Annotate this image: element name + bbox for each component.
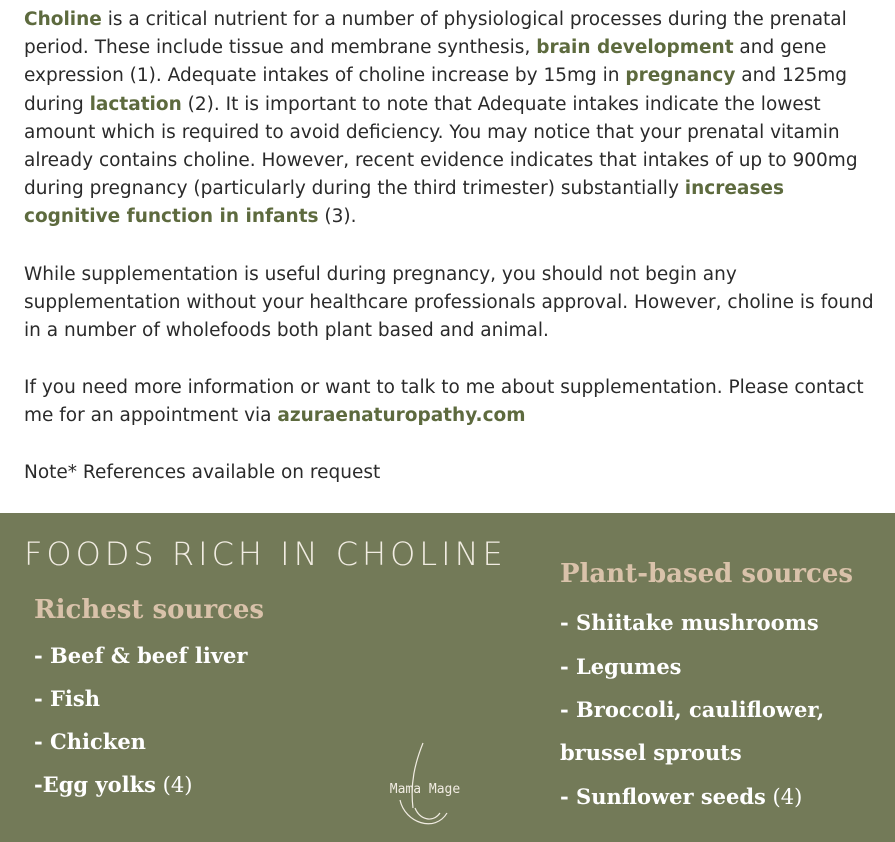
text-span: (3). [318,206,357,228]
supplementation-paragraph: While supplementation is useful during pregnancy, you should not begin any supplementation without your healthcare professionals approval. However, choline is found in a number of wholefoods both plant based and animal. [24,264,874,342]
list-item: - Chicken [34,729,146,754]
list-item: - Legumes [560,654,682,679]
choline-highlight: Choline [24,9,102,30]
text-span: If you need more information or want to talk to me about supplementation. Please contact me for an appointment via [24,377,864,427]
foods-title: FOODS RICH IN CHOLINE [24,535,507,573]
contact-paragraph [24,374,874,430]
plant-sources-heading: Plant-based sources [560,559,854,589]
reference-number: (4) [765,785,803,809]
brain-development-highlight: brain development [536,37,734,59]
list-item [34,772,192,797]
references-note: Note* References available on request [24,462,381,483]
foods-panel [0,513,895,842]
text-span: is a critical nutrient for a number of physiological processes during the prenatal period. These include tissue and membrane synthesis, [24,9,847,59]
pregnancy-highlight: pregnancy [625,65,736,87]
lactation-highlight: lactation [89,93,182,115]
item-text: -Egg yolks [34,772,156,797]
list-item: - Shiitake mushrooms [560,610,819,635]
list-item: brussel sprouts [560,740,742,765]
list-item [560,784,802,809]
item-text: - Sunflower seeds [560,784,766,809]
website-link[interactable]: azuraenaturopathy.com [277,405,526,427]
text-span: and gene expression (1). Adequate intakes of choline increase by 15mg in [24,37,827,87]
richest-sources-heading: Richest sources [34,595,265,625]
cognitive-function-highlight: increases cognitive function in infants [24,178,784,228]
list-item: - Fish [34,686,101,711]
logo-text: Mama Mage [389,782,461,797]
intro-paragraph [24,6,874,232]
text-span: (2). It is important to note that Adequate intakes indicate the lowest amount which is required to avoid deficiency. You may notice that your prenatal vitamin already contains choline. However, recent evidence indicates that intakes of up to 900mg during pregnancy (particularly during the third trimester) substantially [24,93,858,200]
list-item: - Beef & beef liver [34,643,248,668]
list-item: - Broccoli, cauliflower, [560,697,825,722]
mama-mage-logo [355,738,495,838]
reference-number: (4) [155,773,193,797]
text-span: and 125mg during [24,65,848,115]
